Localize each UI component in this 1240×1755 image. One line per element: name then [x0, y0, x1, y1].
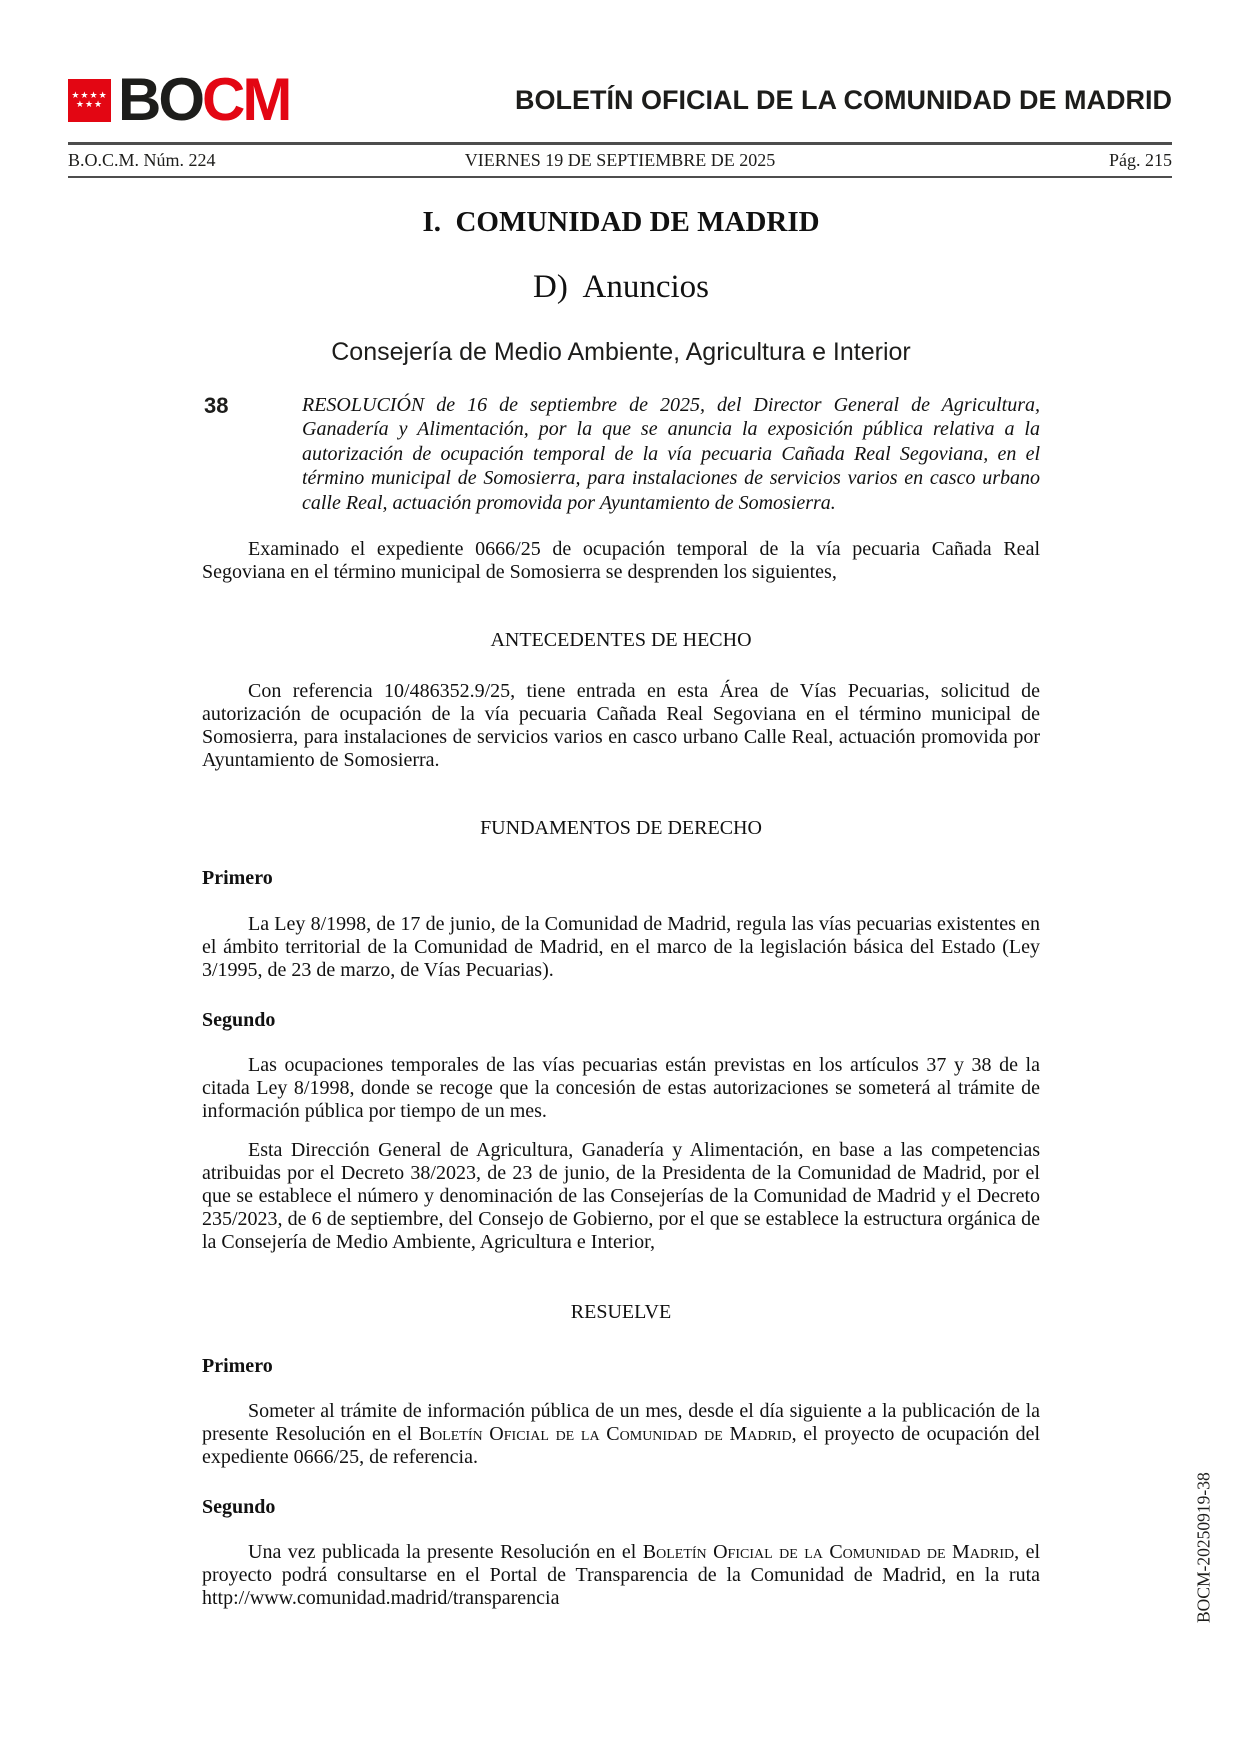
- article-abstract: RESOLUCIÓN de 16 de septiembre de 2025, del Director General de Agricultura, Ganadería y Alimentación, por la que se anuncia la exposición pública relativa a la autorización de ocupación temporal de la vía pecuaria Cañada Real Segoviana, en el término municipal de Somosierra, para instalaciones de servicios varios en casco urbano calle Real, actuación promovida por Ayuntamiento de Somosierra.: [302, 394, 1040, 514]
- masthead: [68, 66, 1172, 133]
- fundamentos-segundo-paragraph-2: Esta Dirección General de Agricultura, Ganadería y Alimentación, en base a las competencias atribuidas por el Decreto 38/2023, de 23 de junio, de la Presidenta de la Comunidad de Madrid, por el que se establece el número y denominación de las Consejerías de la Comunidad de Madrid y el Decreto 235/2023, de 6 de septiembre, del Consejo de Gobierno, por el que se establece la estructura orgánica de la Consejería de Medio Ambiente, Agricultura e Interior,: [202, 1139, 1040, 1254]
- resuelve-segundo-paragraph: [202, 1541, 1040, 1610]
- article-38: [202, 393, 1040, 515]
- fundamentos-primero-paragraph: La Ley 8/1998, de 17 de junio, de la Comunidad de Madrid, regula las vías pecuarias existentes en el ámbito territorial de la Comunidad de Madrid, en el marco de la legislación básica del Estado (Ley 3/1995, de 23 de marzo, de Vías Pecuarias).: [202, 913, 1040, 982]
- logo-wordmark: [118, 66, 290, 133]
- fundamentos-segundo-label: Segundo: [202, 1009, 276, 1032]
- logo-text-cm: CM: [202, 66, 290, 133]
- page-info-row: [68, 146, 1172, 174]
- bulletin-date: VIERNES 19 DE SEPTIEMBRE DE 2025: [464, 149, 776, 170]
- heading-fundamentos: FUNDAMENTOS DE DERECHO: [480, 817, 762, 840]
- flag-stars-row2: ★★★: [75, 99, 104, 110]
- logo-text-bo: BO: [118, 66, 202, 133]
- document-body: [202, 177, 1040, 1610]
- resuelve-primero-label: Primero: [202, 1355, 273, 1378]
- resuelve-segundo-label: Segundo: [202, 1496, 276, 1519]
- page-number: Pág. 215: [1109, 149, 1172, 170]
- madrid-flag-icon: [68, 79, 111, 122]
- bocm-logo: [68, 66, 290, 133]
- resuelve-primero-text-pre: Someter al trámite de información pública de un mes, desde el día siguiente a la publicación de la presente Resolución en el: [202, 1400, 1040, 1446]
- boletin-smallcaps: Boletín Oficial de la Comunidad de Madrid: [418, 1423, 792, 1446]
- heading-resuelve: RESUELVE: [570, 1301, 672, 1324]
- fundamentos-primero-label: Primero: [202, 867, 273, 890]
- article-number: 38: [204, 393, 229, 418]
- resuelve-primero-paragraph: [202, 1400, 1040, 1469]
- heading-antecedentes: ANTECEDENTES DE HECHO: [490, 629, 752, 652]
- flag-stars-row1: ★★★★: [71, 90, 108, 101]
- intro-paragraph: Examinado el expediente 0666/25 de ocupación temporal de la vía pecuaria Cañada Real Segoviana en el término municipal de Somosierra se desprenden los siguientes,: [202, 538, 1040, 584]
- resuelve-segundo-text-pre: Una vez publicada la presente Resolución en el: [248, 1541, 643, 1564]
- bulletin-number: B.O.C.M. Núm. 224: [68, 149, 216, 170]
- antecedentes-paragraph: Con referencia 10/486352.9/25, tiene entrada en esta Área de Vías Pecuarias, solicitud de autorización de ocupación de la vía pecuaria Cañada Real Segoviana en el término municipal de Somosierra, para instalaciones de servicios varios en casco urbano Calle Real, actuación promovida por Ayuntamiento de Somosierra.: [202, 680, 1040, 772]
- subsection-title: D) Anuncios: [533, 269, 709, 305]
- section-title: I. COMUNIDAD DE MADRID: [422, 206, 820, 238]
- masthead-title: BOLETÍN OFICIAL DE LA COMUNIDAD DE MADRID: [515, 84, 1172, 115]
- resuelve-segundo-text-post: , el proyecto podrá consultarse en el Portal de Transparencia de la Comunidad de Madrid, en la ruta http://www.comunidad.madrid/transparencia: [202, 1541, 1041, 1610]
- authority-title: Consejería de Medio Ambiente, Agricultura e Interior: [331, 338, 911, 366]
- boletin-smallcaps: Boletín Oficial de la Comunidad de Madrid: [642, 1541, 1015, 1564]
- resuelve-primero-text-post: , el proyecto de ocupación del expediente 0666/25, de referencia.: [202, 1423, 1040, 1469]
- vertical-reference-code: BOCM-20250919-38: [1193, 1472, 1214, 1624]
- header-rule-top: [68, 142, 1172, 145]
- fundamentos-segundo-paragraph-1: Las ocupaciones temporales de las vías pecuarias están previstas en los artículos 37 y 38 de la citada Ley 8/1998, donde se recoge que la concesión de estas autorizaciones se someterá al trámite de información pública por tiempo de un mes.: [202, 1054, 1040, 1123]
